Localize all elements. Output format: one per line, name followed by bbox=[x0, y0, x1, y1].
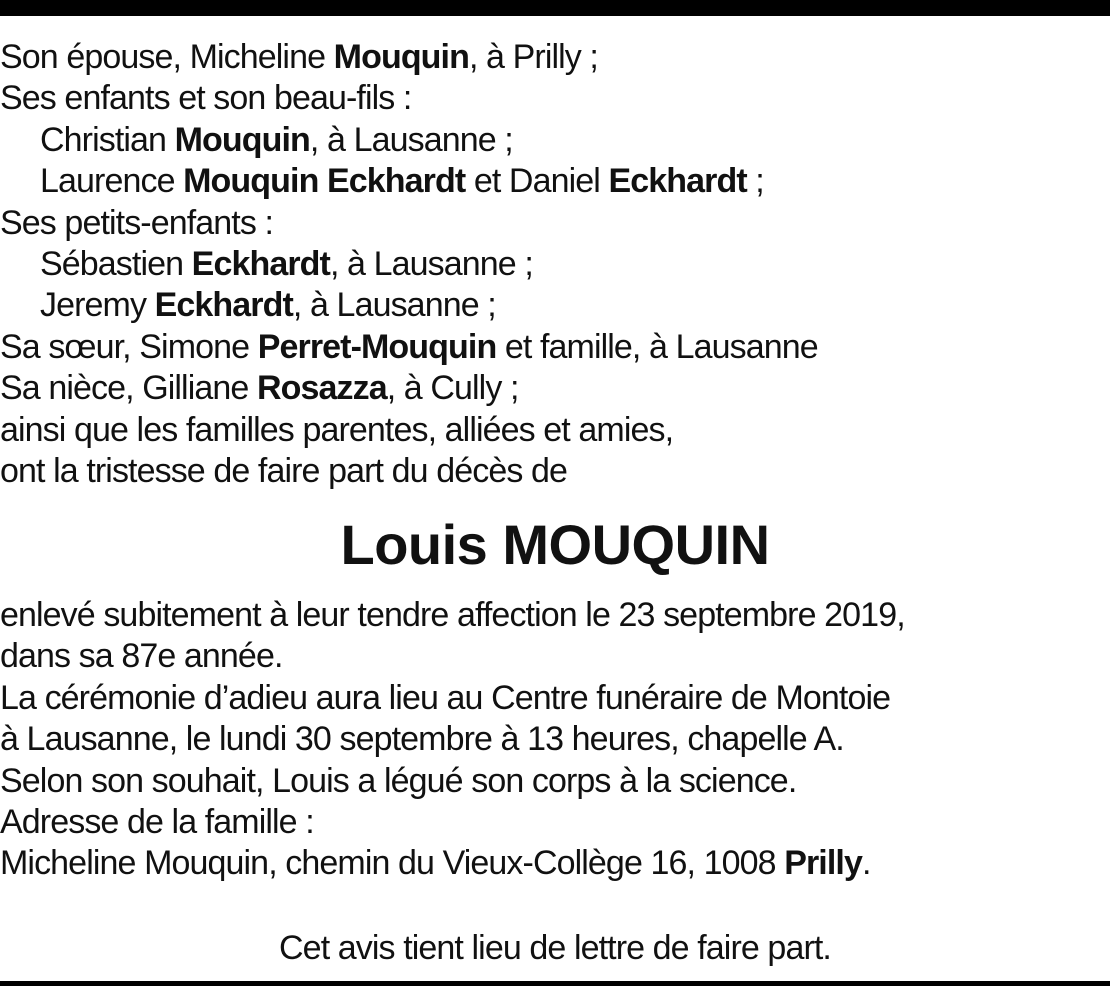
family-name: Perret-Mouquin bbox=[257, 327, 497, 366]
text-run: Sébastien bbox=[40, 244, 192, 283]
family-list bbox=[0, 37, 1100, 492]
text-run: ainsi que les familles parentes, alliées et amies, bbox=[0, 410, 674, 449]
closing-statement: Cet avis tient lieu de lettre de faire part. bbox=[279, 929, 831, 967]
text-run: La cérémonie d’adieu aura lieu au Centre funéraire de Montoie bbox=[0, 678, 891, 717]
details-line bbox=[0, 761, 1100, 802]
family-line bbox=[0, 120, 1100, 161]
text-run: , à Lausanne ; bbox=[309, 120, 513, 159]
text-run: Micheline Mouquin, chemin du Vieux-Collège 16, 1008 bbox=[0, 844, 785, 883]
family-name: Eckhardt bbox=[191, 244, 330, 283]
family-line bbox=[0, 327, 1100, 368]
text-run: Selon son souhait, Louis a légué son corps à la science. bbox=[0, 761, 797, 800]
family-line bbox=[0, 37, 1100, 78]
text-run: Son épouse, Micheline bbox=[0, 38, 334, 76]
details-line bbox=[0, 678, 1100, 719]
text-run: dans sa 87e année. bbox=[0, 637, 283, 676]
text-run: Christian bbox=[40, 120, 175, 159]
text-run: . bbox=[861, 844, 871, 883]
text-run: Ses enfants et son beau-fils : bbox=[0, 79, 412, 118]
family-line bbox=[0, 78, 1100, 119]
text-run: Jeremy bbox=[40, 286, 155, 325]
family-line bbox=[0, 244, 1100, 285]
text-run: Sa sœur, Simone bbox=[0, 327, 258, 366]
family-line bbox=[0, 285, 1100, 326]
text-run: Laurence bbox=[40, 162, 184, 201]
text-run: , à Prilly ; bbox=[468, 38, 598, 76]
details-line bbox=[0, 802, 1100, 843]
text-run: ; bbox=[746, 162, 764, 201]
family-line bbox=[0, 451, 1100, 492]
deceased-name: Louis MOUQUIN bbox=[340, 513, 770, 576]
text-run: Sa nièce, Gilliane bbox=[0, 369, 257, 408]
text-run: enlevé subitement à leur tendre affection le 23 septembre 2019, bbox=[0, 596, 905, 634]
family-name: Prilly bbox=[784, 844, 862, 883]
text-run: , à Lausanne ; bbox=[292, 286, 496, 325]
family-name: Mouquin bbox=[333, 38, 469, 76]
notice-details bbox=[0, 595, 1100, 885]
family-name: Mouquin bbox=[174, 120, 310, 159]
family-line bbox=[0, 161, 1100, 202]
text-run: et Daniel bbox=[465, 162, 609, 201]
text-run: Adresse de la famille : bbox=[0, 802, 314, 841]
details-line bbox=[0, 843, 1100, 884]
family-name: Eckhardt bbox=[608, 162, 747, 201]
text-run: à Lausanne, le lundi 30 septembre à 13 heures, chapelle A. bbox=[0, 720, 844, 759]
text-run: Ses petits-enfants : bbox=[0, 203, 274, 242]
details-line bbox=[0, 636, 1100, 677]
top-rule bbox=[0, 0, 1110, 16]
bottom-rule bbox=[0, 981, 1110, 986]
family-line bbox=[0, 203, 1100, 244]
text-run: et famille, à Lausanne bbox=[496, 327, 818, 366]
text-run: ont la tristesse de faire part du décès de bbox=[0, 451, 567, 490]
family-name: Mouquin Eckhardt bbox=[183, 162, 466, 201]
family-name: Rosazza bbox=[256, 369, 387, 408]
family-line bbox=[0, 410, 1100, 451]
family-line bbox=[0, 368, 1100, 409]
family-name: Eckhardt bbox=[154, 286, 293, 325]
text-run: , à Lausanne ; bbox=[329, 244, 533, 283]
details-line bbox=[0, 719, 1100, 760]
text-run: , à Cully ; bbox=[386, 369, 519, 408]
details-line bbox=[0, 595, 1100, 636]
